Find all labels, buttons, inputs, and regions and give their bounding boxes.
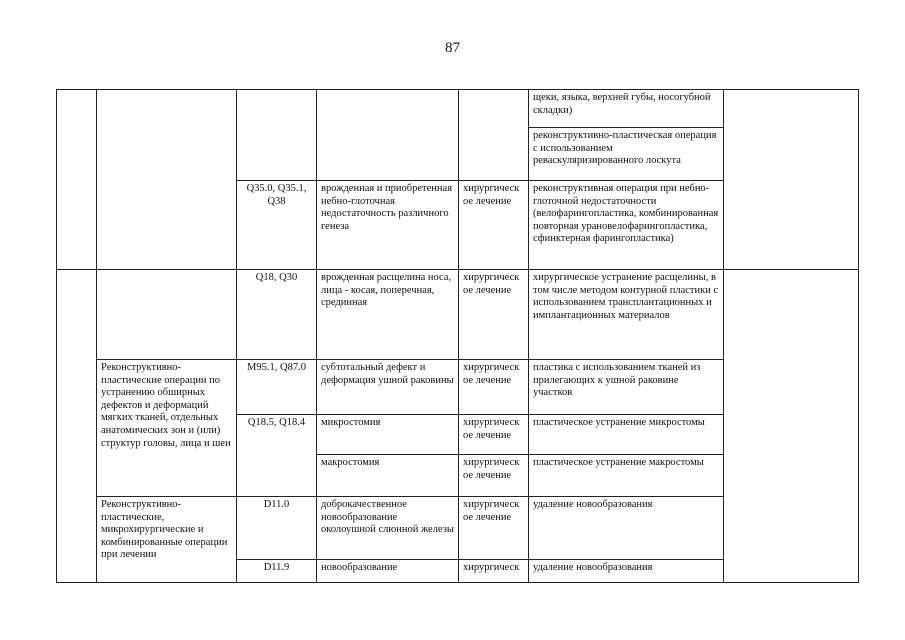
method-cell: пластическое устранение микростомы (529, 415, 724, 455)
method-cell: удаление новообразования (529, 497, 724, 560)
treatment-cell: хирургическ ое лечение (459, 270, 529, 360)
disease-cell: новообразование (317, 560, 459, 583)
intervention-cell: Реконструктивно-пластические операции по устранению обширных дефектов и деформаций мягких тканей, отдельных анатомических зон и (или) структур головы, лица и шеи (97, 360, 237, 497)
intervention-cell: Реконструктивно-пластические, микрохирургические и комбинированные операции при лечении (97, 497, 237, 583)
method-cell: пластическое устранение макростомы (529, 455, 724, 497)
method-cell: щеки, языка, верхней губы, носогубной складки) (529, 90, 724, 128)
treatment-cell: хирургическ ое лечение (459, 415, 529, 455)
method-cell: реконструктивно-пластическая операция с использованием реваскуляризированного лоскута (529, 128, 724, 181)
disease-cell: врожденная расщелина носа, лица - косая, поперечная, срединная (317, 270, 459, 360)
intervention-cell (97, 270, 237, 360)
table-row (57, 270, 859, 360)
treatment-cell: хирургическ ое лечение (459, 455, 529, 497)
intervention-cell (97, 90, 237, 270)
treatment-cell: хирургическ ое лечение (459, 181, 529, 270)
treatment-cell: хирургическ ое лечение (459, 497, 529, 560)
row-number-cell (57, 90, 97, 270)
codes-cell: Q35.0, Q35.1, Q38 (237, 181, 317, 270)
method-cell: хирургическое устранение расщелины, в том числе методом контурной пластики с использованием трансплантационных и имплантационных материалов (529, 270, 724, 360)
codes-cell: D11.0 (237, 497, 317, 560)
treatment-cell: хирургическ (459, 560, 529, 583)
disease-cell (317, 90, 459, 181)
page-number: 87 (445, 40, 460, 56)
codes-cell: Q18.5, Q18.4 (237, 415, 317, 497)
method-cell: реконструктивная операция при небно-глоточной недостаточности (велофарингопластика, комбинированная повторная урановелофарингопластика, сфинктерная фарингопластика) (529, 181, 724, 270)
codes-cell: Q18, Q30 (237, 270, 317, 360)
codes-cell: D11.9 (237, 560, 317, 583)
disease-cell: субтотальный дефект и деформация ушной раковины (317, 360, 459, 415)
disease-cell: врожденная и приобретенная небно-глоточная недостаточность различного генеза (317, 181, 459, 270)
table-row (57, 90, 859, 128)
disease-cell: микростомия (317, 415, 459, 455)
method-cell: удаление новообразования (529, 560, 724, 583)
codes-cell: M95.1, Q87.0 (237, 360, 317, 415)
norm-cell (724, 90, 859, 270)
treatment-cell: хирургическ ое лечение (459, 360, 529, 415)
disease-cell: доброкачественное новообразование околоушной слюнной железы (317, 497, 459, 560)
disease-cell: макростомия (317, 455, 459, 497)
norm-cell (724, 270, 859, 583)
treatment-cell (459, 90, 529, 181)
row-number-cell (57, 270, 97, 583)
method-cell: пластика с использованием тканей из прилегающих к ушной раковине участков (529, 360, 724, 415)
codes-cell (237, 90, 317, 181)
medical-care-table (56, 89, 859, 583)
